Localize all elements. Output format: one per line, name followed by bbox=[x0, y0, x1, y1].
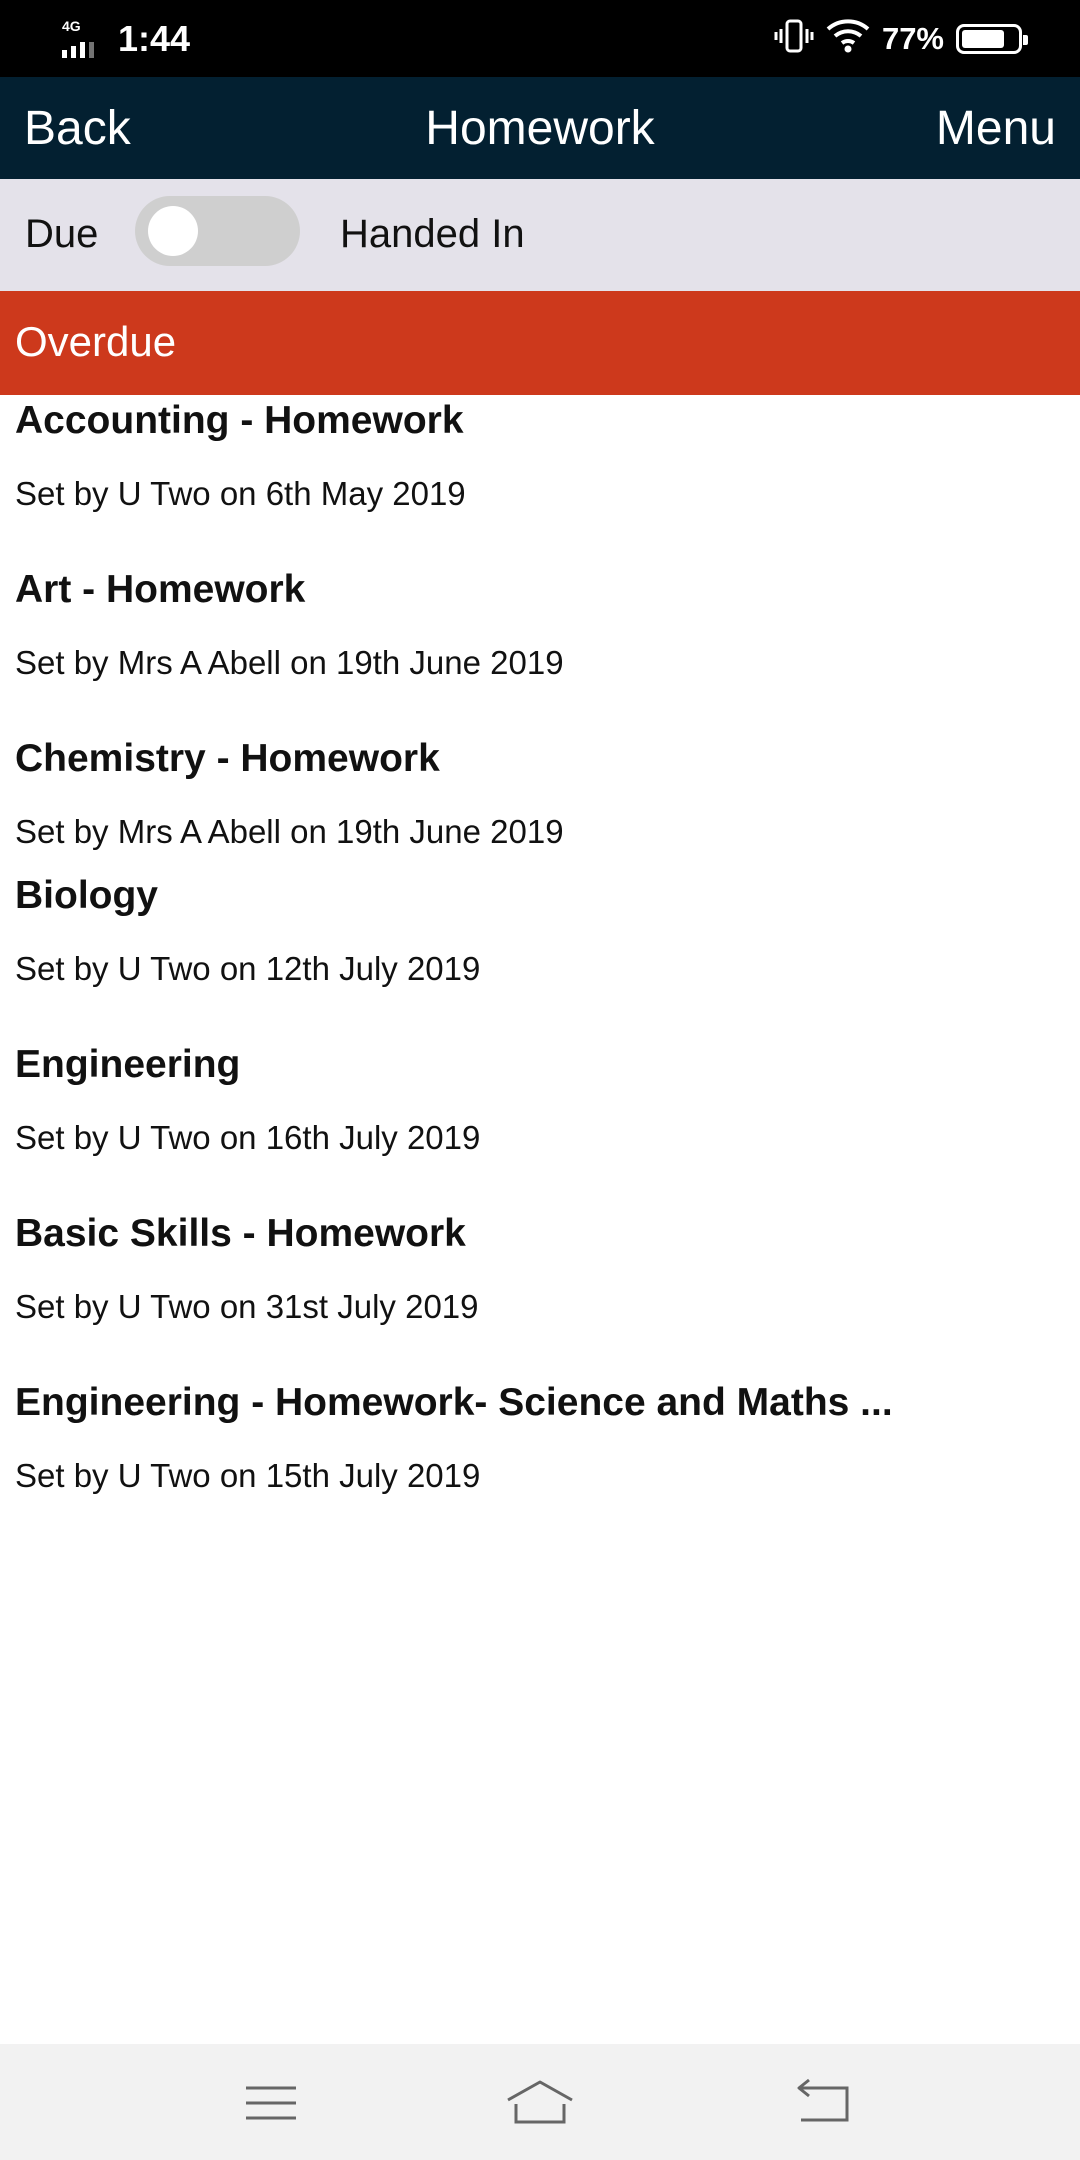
item-title: Accounting - Homework bbox=[15, 399, 464, 442]
list-item[interactable] bbox=[0, 1381, 1080, 1521]
item-subtitle: Set by U Two on 12th July 2019 bbox=[15, 950, 481, 987]
menu-button[interactable]: Menu bbox=[935, 102, 1056, 155]
back-button[interactable]: Back bbox=[24, 102, 131, 155]
item-subtitle: Set by Mrs A Abell on 19th June 2019 bbox=[15, 813, 564, 850]
list-item[interactable] bbox=[0, 399, 1080, 539]
back-icon[interactable] bbox=[785, 2074, 865, 2134]
item-subtitle: Set by U Two on 16th July 2019 bbox=[15, 1119, 481, 1156]
system-nav-bar bbox=[0, 2044, 1080, 2160]
status-bar bbox=[0, 0, 1080, 77]
item-subtitle: Set by U Two on 15th July 2019 bbox=[15, 1457, 481, 1494]
list-item[interactable] bbox=[0, 1043, 1080, 1183]
menu-icon[interactable] bbox=[230, 2074, 310, 2134]
due-handed-in-toggle[interactable] bbox=[135, 196, 300, 266]
list-item[interactable] bbox=[0, 874, 1080, 1014]
section-header-overdue bbox=[0, 291, 1080, 395]
network-type: 4G bbox=[62, 18, 81, 34]
handed-in-label: Handed In bbox=[340, 212, 525, 256]
list-item[interactable] bbox=[0, 568, 1080, 708]
list-item[interactable] bbox=[0, 1212, 1080, 1352]
item-subtitle: Set by Mrs A Abell on 19th June 2019 bbox=[15, 644, 564, 681]
wifi-icon bbox=[826, 18, 870, 59]
battery-icon bbox=[956, 24, 1022, 54]
item-title: Basic Skills - Homework bbox=[15, 1212, 466, 1255]
item-title: Engineering - Homework- Science and Maths ... bbox=[15, 1381, 893, 1424]
nav-bar bbox=[0, 77, 1080, 179]
status-right bbox=[774, 18, 1022, 59]
page-title: Homework bbox=[425, 102, 655, 155]
due-label: Due bbox=[25, 212, 99, 256]
signal-icon bbox=[60, 18, 104, 60]
vibrate-icon bbox=[774, 18, 814, 59]
item-title: Biology bbox=[15, 874, 158, 917]
item-subtitle: Set by U Two on 6th May 2019 bbox=[15, 475, 466, 512]
battery-percent: 77% bbox=[881, 20, 944, 56]
item-title: Art - Homework bbox=[15, 568, 306, 611]
filter-toggle-row bbox=[0, 179, 1080, 291]
toggle-knob bbox=[148, 206, 198, 256]
item-title: Engineering bbox=[15, 1043, 241, 1086]
section-label: Overdue bbox=[15, 318, 177, 365]
status-time: 1:44 bbox=[118, 18, 191, 59]
item-subtitle: Set by U Two on 31st July 2019 bbox=[15, 1288, 479, 1325]
item-title: Chemistry - Homework bbox=[15, 737, 440, 780]
home-icon[interactable] bbox=[500, 2074, 580, 2134]
list-item[interactable] bbox=[0, 737, 1080, 877]
status-left bbox=[60, 18, 190, 60]
